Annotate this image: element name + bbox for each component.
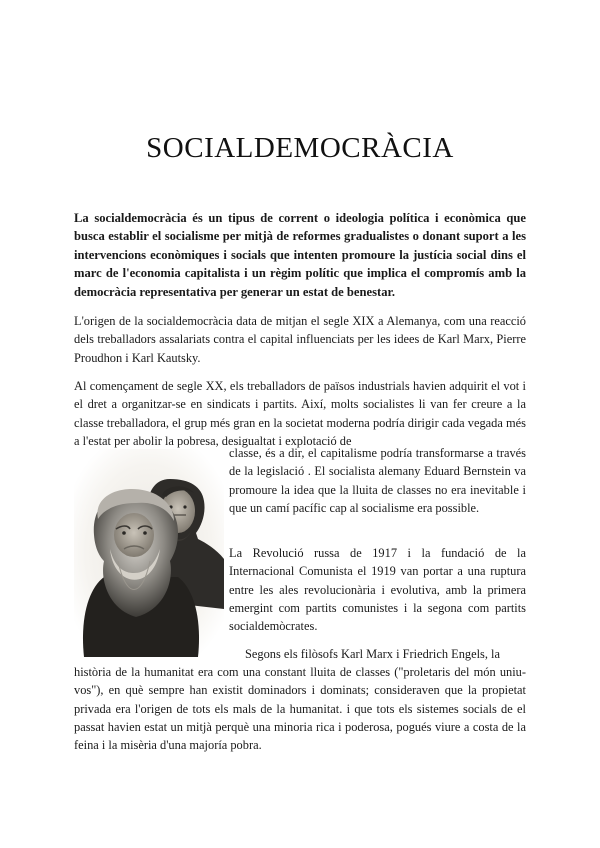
body-paragraph-russian-revolution: La Revolució russa de 1917 i la fundació de la Internacional Comunista el 1919 van portar a una ruptura entre les ales revolucionària i evolutiva, amb la primera emergint com partits comunistes i la segona com partits socialdemòcrates. xyxy=(229,546,526,634)
marx-engels-portrait-image xyxy=(74,449,224,657)
body-paragraph-origin: L'origen de la socialdemocràcia data de mitjan el segle XIX a Alemanya, com una reacció dels treballadors assalariats contra el capital influenciats per les idees de Karl Marx, Pierre Proudhon i Karl Kautsky. xyxy=(74,314,526,365)
body-paragraph-20th-century-continued: classe, és a dir, el capitalisme podría transformarse a través de la legislació . El socialista alemany Eduard Bernstein va promoure la idea que la lluita de classes no era inevitable i que un camí pacífic cap al socialisme era possible. xyxy=(229,446,526,515)
body-paragraph-marx-engels-start: Segons els filòsofs Karl Marx i Friedrich Engels, la xyxy=(245,647,500,661)
abstract-paragraph: La socialdemocràcia és un tipus de corrent o ideologia política i econòmica que busca establir el socialisme per mitjà de reformes gradualistes o donant suport a les intervencions econòmiques i socials que intenten promoure la justícia social dins el marc de l'economia capitalista i un règim polític que implica el compromís amb la democràcia representativa per generar un estat de benestar. xyxy=(74,211,526,299)
body-paragraph-marx-engels: història de la humanitat era com una constant lluita de classes ("proletaris del món uniu-vos"), en què sempre han existit dominadors i dominats; consideraven que la propietat privada era l'origen de tots els mals de la humanitat. i que tots els sistemes socials de el passat havien estat un mitjà perquè una minoria rica i poderosa, pogués viure a costa de la feina i la misèria d'una majoría pobra. xyxy=(74,665,526,753)
page-title: SOCIALDEMOCRÀCIA xyxy=(146,132,454,164)
body-paragraph-20th-century: Al començament de segle XX, els treballadors de països industrials havien adquirit el vot i el dret a organitzar-se en sindicats i partits. Així, molts socialistes li van fer creure a la classe treballadora, el grup més gran en la societat moderna podría dirigir cada vegada més a l'estat per abolir la pobresa, desigualtat i explotació de xyxy=(74,379,526,448)
